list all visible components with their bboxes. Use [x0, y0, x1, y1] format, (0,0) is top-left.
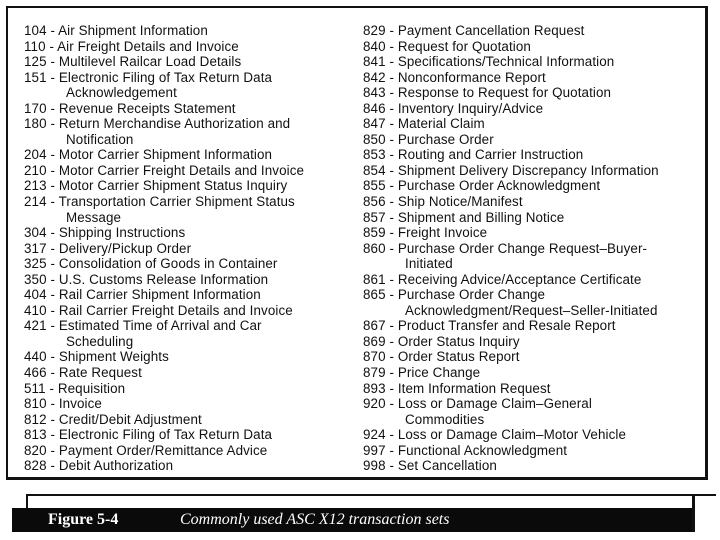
transaction-set-entry [24, 116, 362, 147]
transaction-set-entry [24, 272, 362, 288]
transaction-set-line: 104 - Air Shipment Information [24, 23, 208, 38]
transaction-set-entry [363, 396, 707, 427]
caption-edge [692, 496, 695, 532]
transaction-set-line: 828 - Debit Authorization [24, 458, 174, 474]
transaction-set-entry [24, 427, 362, 443]
transaction-set-line: 511 - Requisition [24, 380, 126, 396]
transaction-set-entry [363, 23, 707, 39]
transaction-set-line: 350 - U.S. Customs Release Information [24, 271, 269, 287]
transaction-set-line: 997 - Functional Acknowledgment [363, 442, 568, 458]
transaction-set-entry [24, 287, 362, 303]
transaction-set-line: 304 - Shipping Instructions [24, 225, 186, 241]
figure-label: Figure 5-4 [48, 511, 119, 528]
transaction-set-line: 920 - Loss or Damage Claim–General [363, 396, 592, 412]
transaction-set-continuation: Message [66, 209, 122, 225]
transaction-set-entry [24, 396, 362, 412]
transaction-set-entry [363, 458, 707, 474]
transaction-set-line: 325 - Consolidation of Goods in Container [24, 256, 278, 272]
transaction-set-line: 861 - Receiving Advice/Acceptance Certificate [363, 271, 642, 287]
transaction-set-continuation: Notification [66, 131, 134, 147]
transaction-set-line: 151 - Electronic Filing of Tax Return Data [24, 69, 273, 85]
transaction-set-entry [363, 241, 707, 272]
transaction-set-line: 317 - Delivery/Pickup Order [24, 240, 192, 256]
transaction-set-entry [24, 241, 362, 257]
transaction-set-entry [24, 365, 362, 381]
transaction-set-entry [24, 458, 362, 474]
transaction-set-entry [24, 70, 362, 101]
transaction-set-line: 856 - Ship Notice/Manifest [363, 194, 523, 210]
transaction-set-line: 214 - Transportation Carrier Shipment Status [24, 194, 295, 210]
transaction-set-line: 847 - Material Claim [363, 116, 485, 132]
transaction-set-line: 210 - Motor Carrier Freight Details and Invoice [24, 162, 305, 178]
transaction-set-line: 850 - Purchase Order [363, 131, 494, 147]
transaction-set-line: 110 - Air Freight Details and Invoice [24, 38, 239, 54]
transaction-set-entry [363, 178, 707, 194]
transaction-set-entry [363, 287, 707, 318]
transaction-set-entry [24, 23, 362, 39]
transaction-set-entry [363, 101, 707, 117]
transaction-set-entry [24, 54, 362, 70]
transaction-set-entry [363, 318, 707, 334]
transaction-set-line: 893 - Item Information Request [363, 380, 551, 396]
transaction-set-entry [363, 70, 707, 86]
transaction-set-entry [363, 54, 707, 70]
transaction-set-continuation: Acknowledgment/Request–Seller-Initiated [405, 302, 658, 318]
transaction-set-entry [363, 349, 707, 365]
transaction-set-entry [363, 39, 707, 55]
transaction-set-entry [363, 147, 707, 163]
transaction-set-line: 810 - Invoice [24, 396, 102, 412]
transaction-set-entry [363, 163, 707, 179]
transaction-set-line: 404 - Rail Carrier Shipment Information [24, 287, 261, 303]
transaction-set-line: 204 - Motor Carrier Shipment Information [24, 147, 273, 163]
transaction-set-entry [24, 318, 362, 349]
transaction-set-line: 421 - Estimated Time of Arrival and Car [24, 318, 262, 334]
transaction-set-line: 859 - Freight Invoice [363, 225, 488, 241]
transaction-set-entry [363, 365, 707, 381]
transaction-set-entry [24, 381, 362, 397]
transaction-set-line: 843 - Response to Request for Quotation [363, 85, 612, 101]
transaction-set-entry [363, 116, 707, 132]
transaction-set-line: 855 - Purchase Order Acknowledgment [363, 178, 601, 194]
transaction-set-line: 870 - Order Status Report [363, 349, 520, 365]
transaction-set-line: 812 - Credit/Debit Adjustment [24, 411, 202, 427]
caption-divider [26, 494, 716, 496]
transaction-set-entry [24, 194, 362, 225]
transaction-set-line: 846 - Inventory Inquiry/Advice [363, 100, 544, 116]
transaction-set-entry [24, 443, 362, 459]
transaction-set-line: 410 - Rail Carrier Freight Details and Invoice [24, 302, 293, 318]
transaction-set-entry [24, 256, 362, 272]
transaction-set-line: 865 - Purchase Order Change [363, 287, 546, 303]
transaction-set-line: 440 - Shipment Weights [24, 349, 169, 365]
transaction-set-line: 998 - Set Cancellation [363, 458, 497, 474]
transaction-set-line: 813 - Electronic Filing of Tax Return Data [24, 427, 273, 443]
transaction-set-entry [24, 178, 362, 194]
transaction-set-line: 213 - Motor Carrier Shipment Status Inquiry [24, 178, 288, 194]
transaction-set-line: 170 - Revenue Receipts Statement [24, 100, 236, 116]
figure-title: Commonly used ASC X12 transaction sets [180, 511, 450, 528]
transaction-set-entry [24, 147, 362, 163]
transaction-set-line: 820 - Payment Order/Remittance Advice [24, 442, 268, 458]
transaction-set-entry [24, 303, 362, 319]
transaction-set-entry [24, 412, 362, 428]
transaction-set-entry [24, 101, 362, 117]
transaction-set-entry [363, 443, 707, 459]
transaction-set-entry [363, 85, 707, 101]
transaction-set-line: 879 - Price Change [363, 365, 481, 381]
transaction-set-entry [363, 381, 707, 397]
transaction-set-line: 125 - Multilevel Railcar Load Details [24, 54, 242, 70]
transaction-set-entry [363, 210, 707, 226]
figure-caption [12, 508, 692, 532]
transaction-set-table [6, 6, 708, 480]
transaction-set-continuation: Acknowledgement [66, 85, 177, 101]
transaction-set-entry [24, 163, 362, 179]
transaction-set-line: 466 - Rate Request [24, 365, 142, 381]
left-column [24, 23, 362, 474]
transaction-set-line: 853 - Routing and Carrier Instruction [363, 147, 584, 163]
transaction-set-line: 841 - Specifications/Technical Information [363, 54, 615, 70]
transaction-set-continuation: Initiated [405, 256, 453, 272]
transaction-set-line: 854 - Shipment Delivery Discrepancy Information [363, 162, 659, 178]
transaction-set-entry [363, 225, 707, 241]
transaction-set-line: 857 - Shipment and Billing Notice [363, 209, 565, 225]
transaction-set-line: 867 - Product Transfer and Resale Report [363, 318, 616, 334]
right-column [363, 23, 707, 474]
transaction-set-entry [24, 349, 362, 365]
transaction-set-entry [24, 225, 362, 241]
transaction-set-entry [363, 427, 707, 443]
transaction-set-continuation: Scheduling [66, 333, 134, 349]
transaction-set-line: 829 - Payment Cancellation Request [363, 23, 585, 38]
transaction-set-entry [363, 334, 707, 350]
transaction-set-line: 842 - Nonconformance Report [363, 69, 546, 85]
transaction-set-line: 860 - Purchase Order Change Request–Buyer- [363, 240, 648, 256]
transaction-set-entry [363, 272, 707, 288]
transaction-set-continuation: Commodities [405, 411, 485, 427]
transaction-set-entry [363, 132, 707, 148]
transaction-set-line: 869 - Order Status Inquiry [363, 333, 520, 349]
transaction-set-line: 180 - Return Merchandise Authorization and [24, 116, 291, 132]
transaction-set-line: 840 - Request for Quotation [363, 38, 531, 54]
transaction-set-entry [24, 39, 362, 55]
transaction-set-entry [363, 194, 707, 210]
transaction-set-line: 924 - Loss or Damage Claim–Motor Vehicle [363, 427, 627, 443]
